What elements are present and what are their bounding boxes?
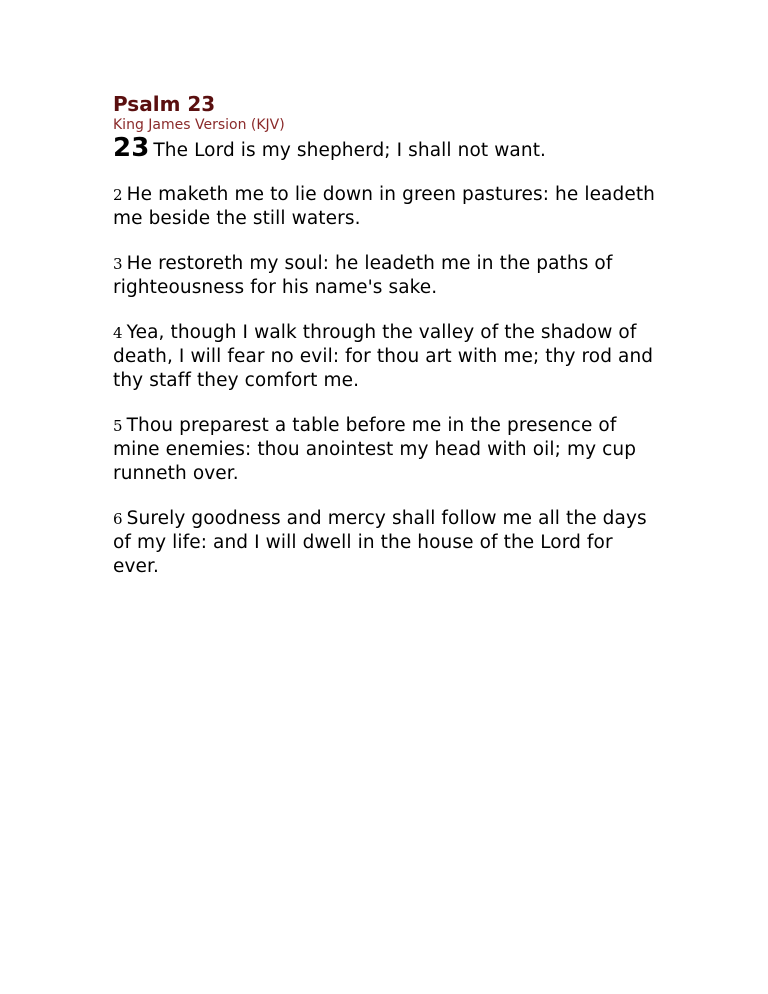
verse-number: 6: [113, 510, 123, 528]
verse-number: 3: [113, 255, 123, 273]
verse-3: [113, 252, 658, 300]
page-title: Psalm 23: [113, 92, 216, 116]
verse-1: [113, 133, 658, 163]
verse-text: Yea, though I walk through the valley of the shadow of death, I will fear no evil: for thou art with me; thy rod and thy staff they comfort me.: [113, 322, 654, 391]
verse-text: Thou preparest a table before me in the presence of mine enemies: thou anointest my head with oil; my cup runneth over.: [113, 415, 637, 484]
verse-6: [113, 507, 658, 579]
psalm-content: [113, 92, 658, 600]
chapter-number: 23: [113, 133, 150, 163]
verse-number: 5: [113, 417, 123, 435]
verse-text: He maketh me to lie down in green pastures: he leadeth me beside the still waters.: [113, 184, 655, 229]
verse-4: [113, 321, 658, 393]
verse-text: Surely goodness and mercy shall follow me all the days of my life: and I will dwell in the house of the Lord for ever.: [113, 508, 647, 577]
version-label: King James Version (KJV): [113, 117, 285, 133]
verse-number: 4: [113, 324, 123, 342]
verse-5: [113, 414, 658, 486]
verse-2: [113, 183, 658, 231]
verse-number: 2: [113, 186, 123, 204]
verse-text: He restoreth my soul: he leadeth me in the paths of righteousness for his name's sake.: [113, 253, 613, 298]
verse-text: The Lord is my shepherd; I shall not want.: [153, 140, 547, 161]
